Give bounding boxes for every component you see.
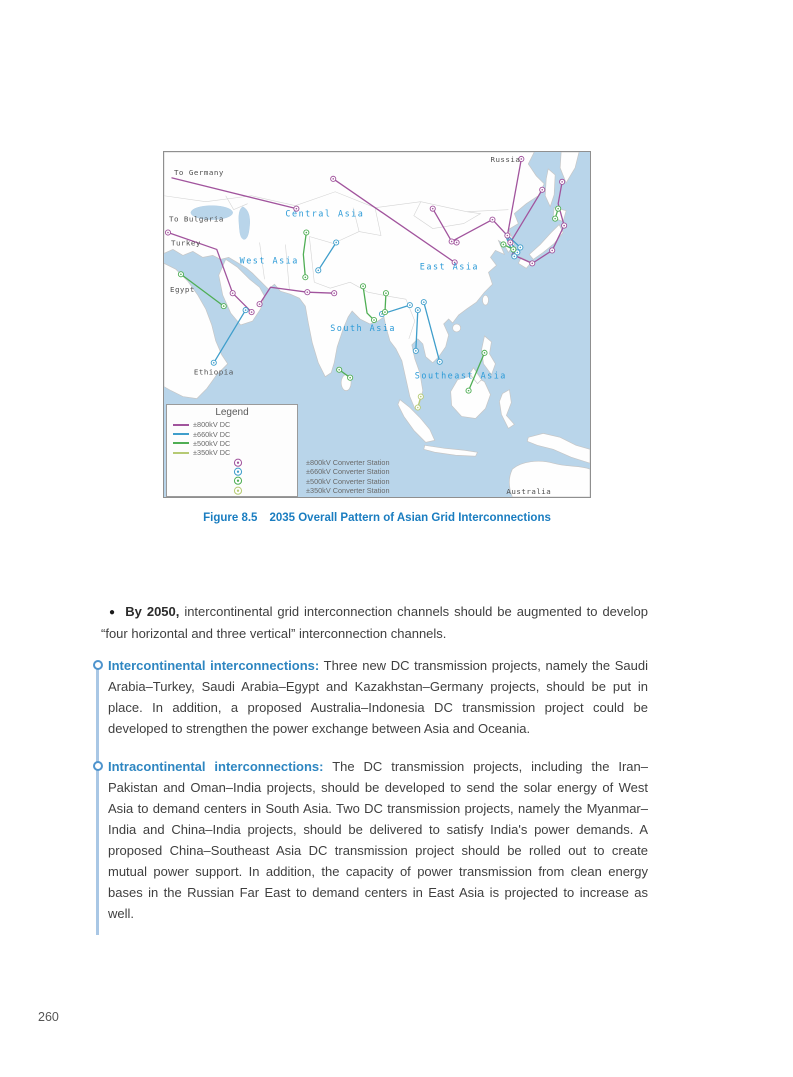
land-sakhalin [545,169,555,207]
legend-item-label: ±800kV DC [193,420,231,430]
converter-station-icon [508,240,513,245]
converter-station-icon [383,291,388,296]
converter-station-icon [418,394,423,399]
legend-item-station [173,476,390,486]
land-kamchatka [560,152,579,183]
section-ring-icon [93,660,103,670]
converter-station-icon [449,239,454,244]
converter-station-icon [511,247,516,252]
section-heading: Intracontinental interconnections: [108,759,324,774]
legend-line-swatch [173,433,189,435]
section-intercontinental [95,655,648,739]
grid-line-ethiopia-arabia [214,310,246,363]
region-label: Central Asia [285,208,365,219]
converter-station-icon [550,248,555,253]
converter-station-icon [243,307,248,312]
converter-station-icon [413,348,418,353]
legend-station-swatch [176,486,300,495]
region-label: West Asia [239,255,299,266]
converter-station-icon [505,233,510,238]
converter-station-icon [371,317,376,322]
interconnection-sections [95,655,648,941]
bullet-lead: By 2050, [125,604,180,619]
legend-item-label: ±500kV Converter Station [306,476,390,486]
land-newguinea [527,433,590,463]
place-label: Russia [490,154,521,164]
converter-station-icon [331,176,336,181]
region-label: Southeast Asia [414,370,507,381]
converter-station-icon [165,230,170,235]
converter-station-icon [316,268,321,273]
converter-station-icon [249,309,254,314]
converter-station-icon [305,290,310,295]
legend-station-swatch [176,467,300,476]
section-body: The DC transmission projects, including the Iran–Pakistan and Oman–India projects, should be developed to send the solar energy of West Asia to demand centers in South Asia. Two DC transmission projects, namely the Myanmar–India and China–India projects, should be delivered to satisfy India's power demands. A proposed China–Southeast Asia DC transmission project should be rolled out to create mutual power support. In addition, the capacity of power transmission from clean energy bases in the Russian Far East to demand centers in East Asia is projected to increase as well. [108,759,648,921]
converter-station-icon [221,304,226,309]
legend-item-station [173,457,390,467]
place-label: Ethiopia [193,367,234,377]
legend-item-label: ±660kV DC [193,429,231,439]
region-label: South Asia [330,322,396,333]
converter-station-icon [360,284,365,289]
legend-item-line [173,429,297,438]
figure-caption-label: Figure 8.5 [203,512,258,524]
legend-title: Legend [215,407,249,418]
legend-item-label: ±660kV Converter Station [306,467,390,477]
converter-station-icon [518,245,523,250]
converter-station-icon [454,240,459,245]
legend-item-label: ±800kV Converter Station [306,457,390,467]
legend-line-swatch [173,442,189,444]
converter-station-icon [304,230,309,235]
legend-item-label: ±350kV Converter Station [306,485,390,495]
region-label: East Asia [419,261,479,272]
section-intracontinental [95,756,648,924]
converter-station-icon [530,261,535,266]
legend-item-line [173,439,297,448]
legend-item-label: ±500kV DC [193,438,231,448]
converter-station-icon [348,375,353,380]
bullet-icon: ● [109,607,117,618]
converter-station-icon [230,291,235,296]
converter-station-icon [430,206,435,211]
legend-item-label: ±350kV DC [193,448,231,458]
converter-station-icon [211,360,216,365]
map-legend [166,404,390,497]
converter-station-icon [421,300,426,305]
converter-station-icon [466,388,471,393]
land-borneo [451,376,491,419]
converter-station-icon [332,291,337,296]
land-africa [164,263,228,398]
converter-station-icon [415,307,420,312]
legend-item-station [173,467,390,477]
figure-caption [163,512,591,524]
legend-item-line [173,420,297,429]
converter-station-icon [560,179,565,184]
legend-item-station [173,485,390,495]
converter-station-icon [562,223,567,228]
asia-grid-map-figure [163,151,591,498]
converter-station-icon [490,217,495,222]
place-label: Australia [506,487,552,497]
bullet-text: intercontinental grid interconnection channels should be augmented to develop “four horizontal and three vertical” interconnection channels. [101,604,648,641]
converter-station-icon [540,187,545,192]
legend-item-line [173,448,297,457]
converter-station-icon [334,240,339,245]
converter-station-icon [437,359,442,364]
land-hainan [453,324,461,332]
converter-station-icon [512,254,517,259]
legend-station-swatch [176,476,300,485]
land-sulawesi [499,390,514,429]
converter-station-icon [415,405,420,410]
place-label: To Germany [173,167,224,177]
converter-station-icon [482,350,487,355]
converter-station-icon [553,216,558,221]
place-label: Turkey [170,238,201,248]
converter-station-icon [337,367,342,372]
place-label: Egypt [169,285,195,295]
land-taiwan [483,295,489,305]
legend-station-swatch [176,458,300,467]
place-label: To Bulgaria [168,214,224,224]
page-number: 260 [38,1010,59,1024]
converter-station-icon [303,275,308,280]
section-body: Three new DC transmission projects, namely the Saudi Arabia–Turkey, Saudi Arabia–Egypt and Kazakhstan–Germany projects, should be put in place. In addition, a proposed Australia–Indonesia DC transmission project could be developed to strengthen the power exchange between Asia and Oceania. [108,658,648,736]
converter-station-icon [178,272,183,277]
section-paragraph [108,655,648,739]
section-paragraph [108,756,648,924]
converter-station-icon [501,242,506,247]
converter-station-icon [407,303,412,308]
legend-rows [173,420,390,495]
converter-station-icon [382,309,387,314]
converter-station-icon [257,302,262,307]
converter-station-icon [556,206,561,211]
bullet-paragraph [101,601,648,644]
figure-caption-text: 2035 Overall Pattern of Asian Grid Interconnections [269,512,551,524]
legend-line-swatch [173,424,189,426]
land-java [424,445,478,456]
section-heading: Intercontinental interconnections: [108,658,320,673]
legend-line-swatch [173,452,189,454]
section-ring-icon [93,761,103,771]
